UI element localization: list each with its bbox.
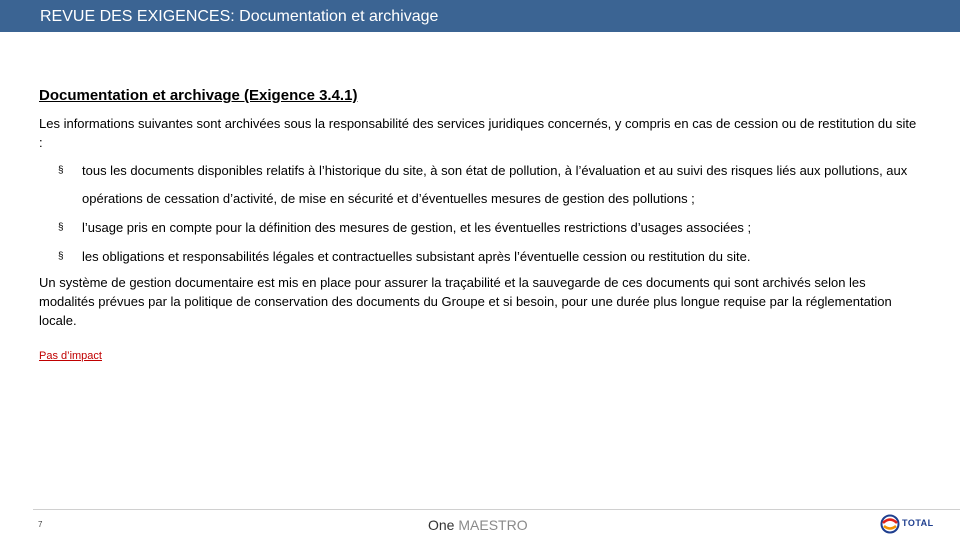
requirements-list: [39, 157, 919, 271]
intro-paragraph: Les informations suivantes sont archivées sous la responsabilité des services juridiques concernés, y compris en cas de cession ou de restitution du site :: [39, 116, 917, 150]
list-item-text: tous les documents disponibles relatifs à l’historique du site, à son état de pollution, à l’évaluation et au suivi des risques liés aux pollutions, aux opérations de cessation d’activité, de mise en sécurité et d’éventuelles mesures de gestion des pollutions ;: [82, 163, 908, 206]
footer-divider: [33, 509, 960, 510]
bullet-marker-icon: §: [58, 165, 64, 176]
closing-paragraph: Un système de gestion documentaire est mis en place pour assurer la traçabilité et la sauvegarde de ces documents qui sont archivés selon les modalités prévues par la politique de conservation des documents du Groupe et si besoin, pour une durée plus longue requise par la réglementation locale.: [39, 275, 892, 328]
list-item: [39, 243, 919, 271]
company-logo-icon: [880, 514, 900, 534]
slide-title: REVUE DES EXIGENCES: Documentation et archivage: [40, 8, 439, 25]
brand-maestro: MAESTRO: [458, 517, 528, 533]
list-item: [39, 214, 919, 242]
page-number: 7: [38, 520, 43, 529]
list-item-text: les obligations et responsabilités légales et contractuelles subsistant après l’éventuelle cession ou restitution du site.: [82, 249, 751, 264]
list-item-text: l’usage pris en compte pour la définition des mesures de gestion, et les éventuelles restrictions d’usages associées ;: [82, 220, 752, 235]
slide-content: [39, 86, 919, 364]
header-bar: [0, 0, 960, 32]
impact-link[interactable]: Pas d’impact: [39, 350, 102, 362]
bullet-marker-icon: §: [58, 222, 64, 233]
footer-brand: [428, 517, 528, 533]
list-item: [39, 157, 919, 213]
bullet-marker-icon: §: [58, 251, 64, 262]
company-name: TOTAL: [902, 518, 934, 528]
brand-one: One: [428, 517, 459, 533]
section-heading: Documentation et archivage (Exigence 3.4.1): [39, 87, 358, 104]
